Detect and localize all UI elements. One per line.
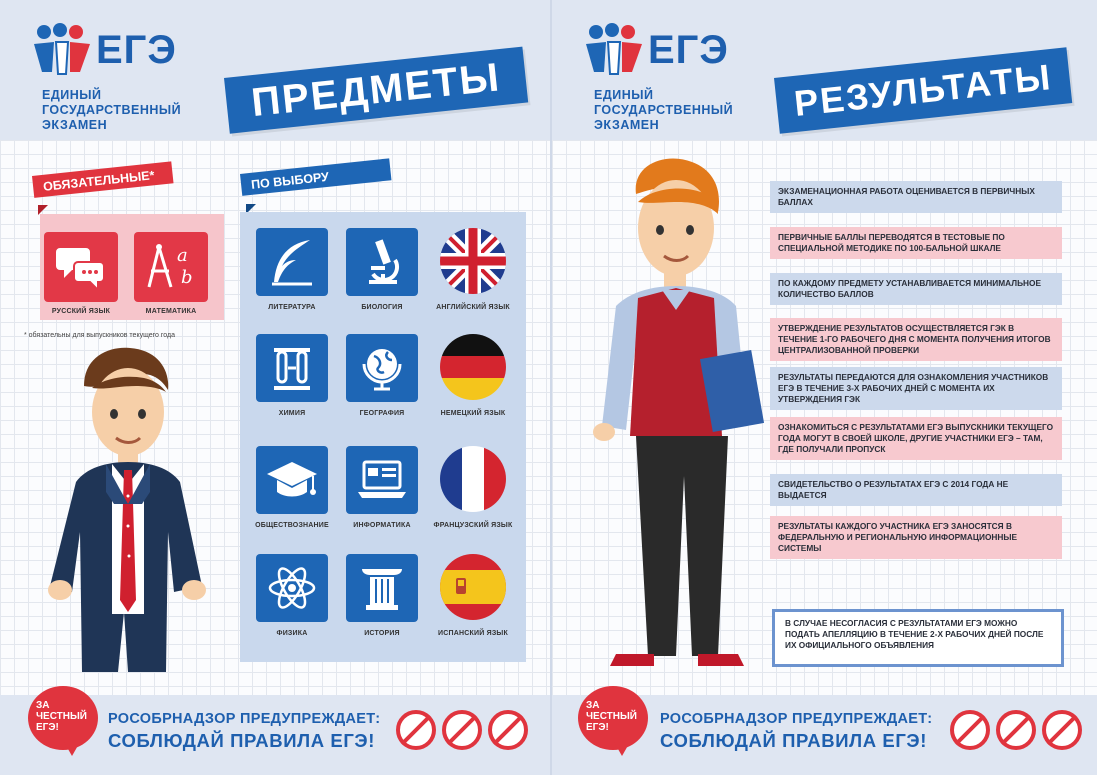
subject-label: РУССКИЙ ЯЗЫК bbox=[51, 308, 111, 315]
no-phone-icon bbox=[396, 710, 436, 750]
mandatory-subjects-box bbox=[40, 214, 224, 320]
logo-sub-line: ГОСУДАРСТВЕННЫЙ bbox=[42, 103, 182, 117]
column-icon bbox=[346, 554, 418, 622]
student-in-suit-illustration bbox=[44, 346, 224, 696]
subject-label: МАТЕМАТИКА bbox=[145, 308, 197, 315]
laptop-icon bbox=[346, 446, 418, 514]
info-item: УТВЕРЖДЕНИЕ РЕЗУЛЬТАТОВ ОСУЩЕСТВЛЯЕТСЯ ГЭК В ТЕЧЕНИЕ 1-ГО РАБОЧЕГО ДНЯ С МОМЕНТА ПОЛУЧЕНИЯ ИТОГОВ ЦЕНТРАЛИЗОВАННОЙ ПРОВЕРКИ bbox=[770, 318, 1062, 361]
info-item: ЭКЗАМЕНАЦИОННАЯ РАБОТА ОЦЕНИВАЕТСЯ В ПЕРВИЧНЫХ БАЛЛАХ bbox=[770, 181, 1062, 213]
subject-label: ФИЗИКА bbox=[276, 630, 308, 637]
info-item: ОЗНАКОМИТЬСЯ С РЕЗУЛЬТАТАМИ ЕГЭ ВЫПУСКНИКИ ТЕКУЩЕГО ГОДА МОГУТ В СВОЕЙ ШКОЛЕ, ДРУГИЕ УЧАСТНИКИ ЕГЭ – ТАМ, ГДЕ ПОЛУЧАЛИ ПРОПУСК bbox=[770, 417, 1062, 460]
logo-sub-line: ЕДИНЫЙ bbox=[42, 88, 102, 102]
info-item: РЕЗУЛЬТАТЫ КАЖДОГО УЧАСТНИКА ЕГЭ ЗАНОСЯТСЯ В ФЕДЕРАЛЬНУЮ И РЕГИОНАЛЬНУЮ ИНФОРМАЦИОННЫЕ СИСТЕМЫ bbox=[770, 516, 1062, 559]
warning-line-2: СОБЛЮДАЙ ПРАВИЛА ЕГЭ! bbox=[660, 730, 927, 751]
choice-subjects-box bbox=[240, 212, 526, 662]
badge-line: ЕГЭ! bbox=[586, 722, 609, 733]
ege-logo bbox=[582, 22, 772, 132]
badge-line: ЧЕСТНЫЙ bbox=[36, 711, 87, 722]
ege-logo bbox=[30, 22, 220, 132]
globe-icon bbox=[346, 334, 418, 402]
quill-icon bbox=[256, 228, 328, 296]
honest-exam-badge bbox=[28, 686, 98, 750]
germany-flag-icon bbox=[440, 334, 506, 400]
appeal-note: В СЛУЧАЕ НЕСОГЛАСИЯ С РЕЗУЛЬТАТАМИ ЕГЭ МОЖНО ПОДАТЬ АПЕЛЛЯЦИЮ В ТЕЧЕНИЕ 2-Х РАБОЧИХ ДНЕЙ ПОСЛЕ ИХ ОФИЦИАЛЬНОГО ОБЪЯВЛЕНИЯ bbox=[772, 609, 1064, 667]
uk-flag-icon bbox=[440, 228, 506, 294]
warning-line-1: РОСОБРНАДЗОР ПРЕДУПРЕЖДАЕТ: bbox=[660, 711, 933, 727]
page-title: ПРЕДМЕТЫ bbox=[224, 47, 528, 134]
test-tubes-icon bbox=[256, 334, 328, 402]
compass-ab-icon bbox=[134, 232, 208, 302]
logo-brand: ЕГЭ bbox=[96, 28, 177, 72]
page-title: РЕЗУЛЬТАТЫ bbox=[774, 47, 1072, 133]
subject-label: ОБЩЕСТВОЗНАНИЕ bbox=[255, 522, 329, 529]
subject-label: ГЕОГРАФИЯ bbox=[359, 410, 405, 417]
no-wifi-icon bbox=[488, 710, 528, 750]
ege-logo-mark-icon bbox=[582, 22, 648, 82]
badge-tail bbox=[64, 742, 80, 756]
warning-line-1: РОСОБРНАДЗОР ПРЕДУПРЕЖДАЕТ: bbox=[108, 711, 381, 727]
info-item: ПО КАЖДОМУ ПРЕДМЕТУ УСТАНАВЛИВАЕТСЯ МИНИМАЛЬНОЕ КОЛИЧЕСТВО БАЛЛОВ bbox=[770, 273, 1062, 305]
subject-label: ИСПАНСКИЙ ЯЗЫК bbox=[438, 630, 508, 637]
no-phone-icon bbox=[950, 710, 990, 750]
warning-line-2: СОБЛЮДАЙ ПРАВИЛА ЕГЭ! bbox=[108, 730, 375, 751]
no-notes-icon bbox=[442, 710, 482, 750]
mandatory-tag: ОБЯЗАТЕЛЬНЫЕ* bbox=[32, 161, 174, 198]
logo-subtitle bbox=[42, 88, 181, 133]
badge-line: ЗА bbox=[36, 700, 50, 711]
graduation-cap-icon bbox=[256, 446, 328, 514]
student-with-folder-illustration bbox=[576, 154, 786, 674]
logo-subtitle bbox=[594, 88, 733, 133]
subject-label: ФРАНЦУЗСКИЙ ЯЗЫК bbox=[433, 522, 513, 529]
logo-brand: ЕГЭ bbox=[648, 28, 729, 72]
logo-sub-line: ЭКЗАМЕН bbox=[42, 118, 108, 132]
honest-exam-badge bbox=[578, 686, 648, 750]
footnote: * обязательны для выпускников текущего года bbox=[24, 332, 176, 339]
atom-icon bbox=[256, 554, 328, 622]
subject-label: ХИМИЯ bbox=[278, 410, 306, 417]
svg-text:a: a bbox=[177, 245, 188, 266]
subject-label: АНГЛИЙСКИЙ ЯЗЫК bbox=[436, 304, 510, 311]
no-notes-icon bbox=[996, 710, 1036, 750]
info-item: ПЕРВИЧНЫЕ БАЛЛЫ ПЕРЕВОДЯТСЯ В ТЕСТОВЫЕ ПО СПЕЦИАЛЬНОЙ МЕТОДИКЕ ПО 100-БАЛЬНОЙ ШКАЛЕ bbox=[770, 227, 1062, 259]
info-item: РЕЗУЛЬТАТЫ ПЕРЕДАЮТСЯ ДЛЯ ОЗНАКОМЛЕНИЯ УЧАСТНИКОВ ЕГЭ В ТЕЧЕНИЕ 3-Х РАБОЧИХ ДНЕЙ С МОМЕНТА ИХ УТВЕРЖДЕНИЯ ГЭК bbox=[770, 367, 1062, 410]
subject-label: БИОЛОГИЯ bbox=[361, 304, 403, 311]
spain-flag-icon bbox=[440, 554, 506, 620]
no-wifi-icon bbox=[1042, 710, 1082, 750]
info-item: СВИДЕТЕЛЬСТВО О РЕЗУЛЬТАТАХ ЕГЭ С 2014 ГОДА НЕ ВЫДАЕТСЯ bbox=[770, 474, 1062, 506]
ege-logo-mark-icon bbox=[30, 22, 96, 82]
logo-sub-line: ЕДИНЫЙ bbox=[594, 88, 654, 102]
poster-results bbox=[552, 0, 1097, 775]
subject-label: ЛИТЕРАТУРА bbox=[268, 304, 316, 311]
subject-label: НЕМЕЦКИЙ ЯЗЫК bbox=[440, 410, 506, 417]
speech-bubbles-icon bbox=[44, 232, 118, 302]
subject-label: ИСТОРИЯ bbox=[364, 630, 400, 637]
logo-sub-line: ГОСУДАРСТВЕННЫЙ bbox=[594, 103, 734, 117]
badge-tail bbox=[614, 742, 630, 756]
logo-sub-line: ЭКЗАМЕН bbox=[594, 118, 660, 132]
svg-text:b: b bbox=[181, 267, 193, 288]
badge-line: ЕГЭ! bbox=[36, 722, 59, 733]
subject-label: ИНФОРМАТИКА bbox=[353, 522, 411, 529]
microscope-icon bbox=[346, 228, 418, 296]
badge-line: ЧЕСТНЫЙ bbox=[586, 711, 637, 722]
choice-tag: ПО ВЫБОРУ bbox=[240, 158, 391, 196]
badge-line: ЗА bbox=[586, 700, 600, 711]
france-flag-icon bbox=[440, 446, 506, 512]
